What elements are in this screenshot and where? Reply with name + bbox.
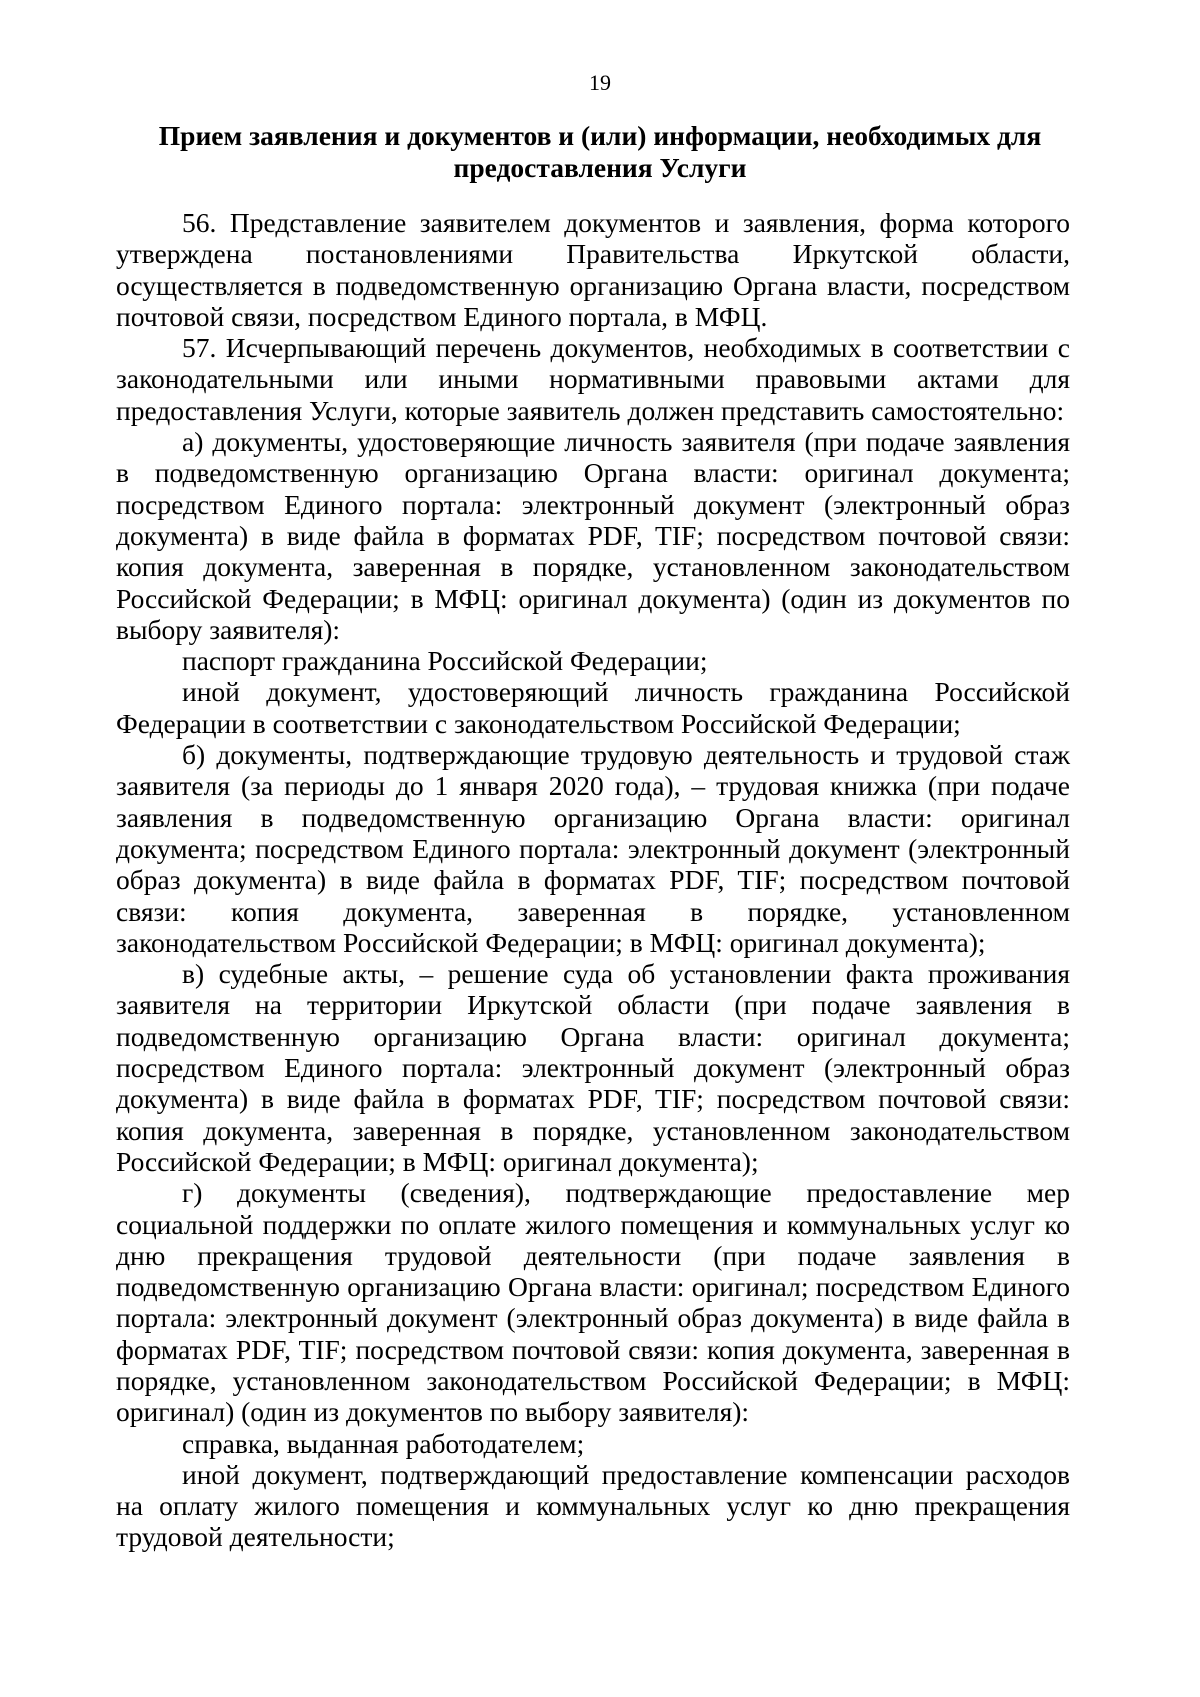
- document-body: [116, 207, 1070, 1553]
- paragraph-56: 56. Представление заявителем документов и заявления, форма которого утверждена постановлениями Правительства Иркутской области, осуществляется в подведомственную организацию Органа власти, посредством почтовой связи, посредством Единого портала, в МФЦ.: [116, 207, 1070, 332]
- page-number: 19: [589, 70, 611, 95]
- list-item-other-identity-document: иной документ, удостоверяющий личность гражданина Российской Федерации в соответствии с законодательством Российской Федерации;: [116, 676, 1070, 739]
- section-heading-line-2: предоставления Услуги: [453, 152, 747, 183]
- paragraph-57-g: г) документы (сведения), подтверждающие предоставление мер социальной поддержки по оплате жилого помещения и коммунальных услуг ко дню прекращения трудовой деятельности (при подаче заявления в подведомственную организацию Органа власти: оригинал; посредством Единого портала: электронный документ (электронный образ документа) в виде файла в форматах PDF, TIF; посредством почтовой связи: копия документа, заверенная в порядке, установленном законодательством Российской Федерации; в МФЦ: оригинал) (один из документов по выбору заявителя):: [116, 1177, 1070, 1428]
- list-item-employer-certificate: справка, выданная работодателем;: [182, 1427, 585, 1459]
- list-item-other-compensation-document: иной документ, подтверждающий предоставление компенсации расходов на оплату жилого помещения и коммунальных услуг ко дню прекращения трудовой деятельности;: [116, 1458, 1070, 1553]
- paragraph-57: 57. Исчерпывающий перечень документов, необходимых в соответствии с законодательными или иными нормативными правовыми актами для предоставления Услуги, которые заявитель должен представить самостоятельно:: [116, 332, 1070, 426]
- paragraph-57-v: в) судебные акты, – решение суда об установлении факта проживания заявителя на территории Иркутской области (при подаче заявления в подведомственную организацию Органа власти: оригинал документа; посредством Единого портала: электронный документ (электронный образ документа) в виде файла в форматах PDF, TIF; посредством почтовой связи: копия документа, заверенная в порядке, установленном законодательством Российской Федерации; в МФЦ: оригинал документа);: [116, 958, 1070, 1177]
- section-heading-line-1: Прием заявления и документов и (или) информации, необходимых для: [158, 120, 1042, 151]
- paragraph-57-a: а) документы, удостоверяющие личность заявителя (при подаче заявления в подведомственную организацию Органа власти: оригинал документа; посредством Единого портала: электронный документ (электронный образ документа) в виде файла в форматах PDF, TIF; посредством почтовой связи: копия документа, заверенная в порядке, установленном законодательством Российской Федерации; в МФЦ: оригинал документа) (один из документов по выбору заявителя):: [116, 426, 1070, 645]
- paragraph-57-b: б) документы, подтверждающие трудовую деятельность и трудовой стаж заявителя (за периоды до 1 января 2020 года), – трудовая книжка (при подаче заявления в подведомственную организацию Органа власти: оригинал документа; посредством Единого портала: электронный документ (электронный образ документа) в виде файла в форматах PDF, TIF; посредством почтовой связи: копия документа, заверенная в порядке, установленном законодательством Российской Федерации; в МФЦ: оригинал документа);: [116, 739, 1070, 958]
- list-item-passport: паспорт гражданина Российской Федерации;: [182, 645, 708, 677]
- section-heading: [116, 120, 1084, 184]
